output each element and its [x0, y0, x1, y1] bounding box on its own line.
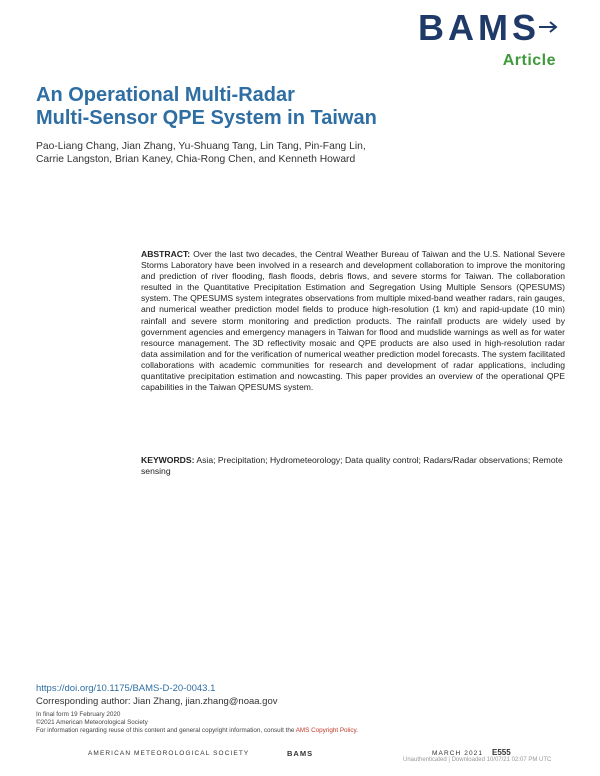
- keywords-label: KEYWORDS:: [141, 455, 195, 465]
- page-title: [36, 84, 476, 130]
- footer-society: AMERICAN METEOROLOGICAL SOCIETY: [88, 750, 250, 757]
- keywords: [141, 455, 565, 477]
- copyright-notice: ©2021 American Meteorological Society: [36, 719, 148, 726]
- reuse-suffix: .: [356, 727, 358, 734]
- authors-line-1: Pao-Liang Chang, Jian Zhang, Yu-Shuang Tang, Lin Tang, Pin-Fang Lin,: [36, 141, 366, 152]
- logo-arrow-icon: [538, 19, 560, 35]
- author-list: [36, 140, 436, 166]
- article-label: Article: [502, 52, 556, 69]
- reuse-notice: [36, 727, 358, 735]
- keywords-text: Asia; Precipitation; Hydrometeorology; Data quality control; Radars/Radar observations; Remote sensing: [141, 455, 563, 477]
- logo-wordmark: BAMS: [418, 7, 540, 48]
- doi-link[interactable]: https://doi.org/10.1175/BAMS-D-20-0043.1: [36, 683, 216, 694]
- abstract-text: Over the last two decades, the Central Weather Bureau of Taiwan and the U.S. National Severe Storms Laboratory have been involved in a research and development collaboration to improve the monitoring and prediction of river flooding, flash floods, debris flows, and severe storms for Taiwan. The collaboration resulted in the Quantitative Precipitation Estimation and Segregation Using Multiple Sensors (QPESUMS) system. The QPESUMS system integrates observations from multiple mixed-band weather radars, rain gauges, and numerical weather prediction model fields to produce high-resolution (1 km) and rapid-update (10 min) rainfall and severe storm monitoring and prediction products. The rainfall products are widely used by government agencies and emergency managers in Taiwan for flood and mudslide warnings as well as for water resource management. The 3D reflectivity mosaic and QPE products are also used in high-resolution radar data assimilation and for the verification of numerical weather prediction model forecasts. The system facilitated collaborations with academic communities for research and development of radar applications, including quantitative precipitation estimation and nowcasting. This paper provides an overview of the operational QPE capabilities in the Taiwan QPESUMS system.: [141, 249, 565, 393]
- corresponding-author: Corresponding author: Jian Zhang, jian.zhang@noaa.gov: [36, 696, 278, 707]
- footer-journal: BAMS: [287, 749, 314, 758]
- abstract-label: ABSTRACT:: [141, 249, 191, 259]
- title-line-2: Multi-Sensor QPE System in Taiwan: [36, 107, 377, 129]
- copyright-policy-link[interactable]: AMS Copyright Policy: [295, 727, 357, 734]
- footer-page-number: E555: [492, 748, 511, 757]
- bams-logo: [418, 8, 568, 70]
- download-stamp: Unauthenticated | Downloaded 10/07/21 02:07 PM UTC: [403, 757, 552, 763]
- final-form-date: In final form 19 February 2020: [36, 711, 121, 718]
- footer-date: MARCH 2021: [432, 750, 484, 757]
- reuse-prefix: For information regarding reuse of this content and general copyright information, consult the: [36, 727, 296, 734]
- abstract: [141, 249, 565, 393]
- authors-line-2: Carrie Langston, Brian Kaney, Chia-Rong Chen, and Kenneth Howard: [36, 154, 356, 165]
- title-line-1: An Operational Multi-Radar: [36, 84, 295, 106]
